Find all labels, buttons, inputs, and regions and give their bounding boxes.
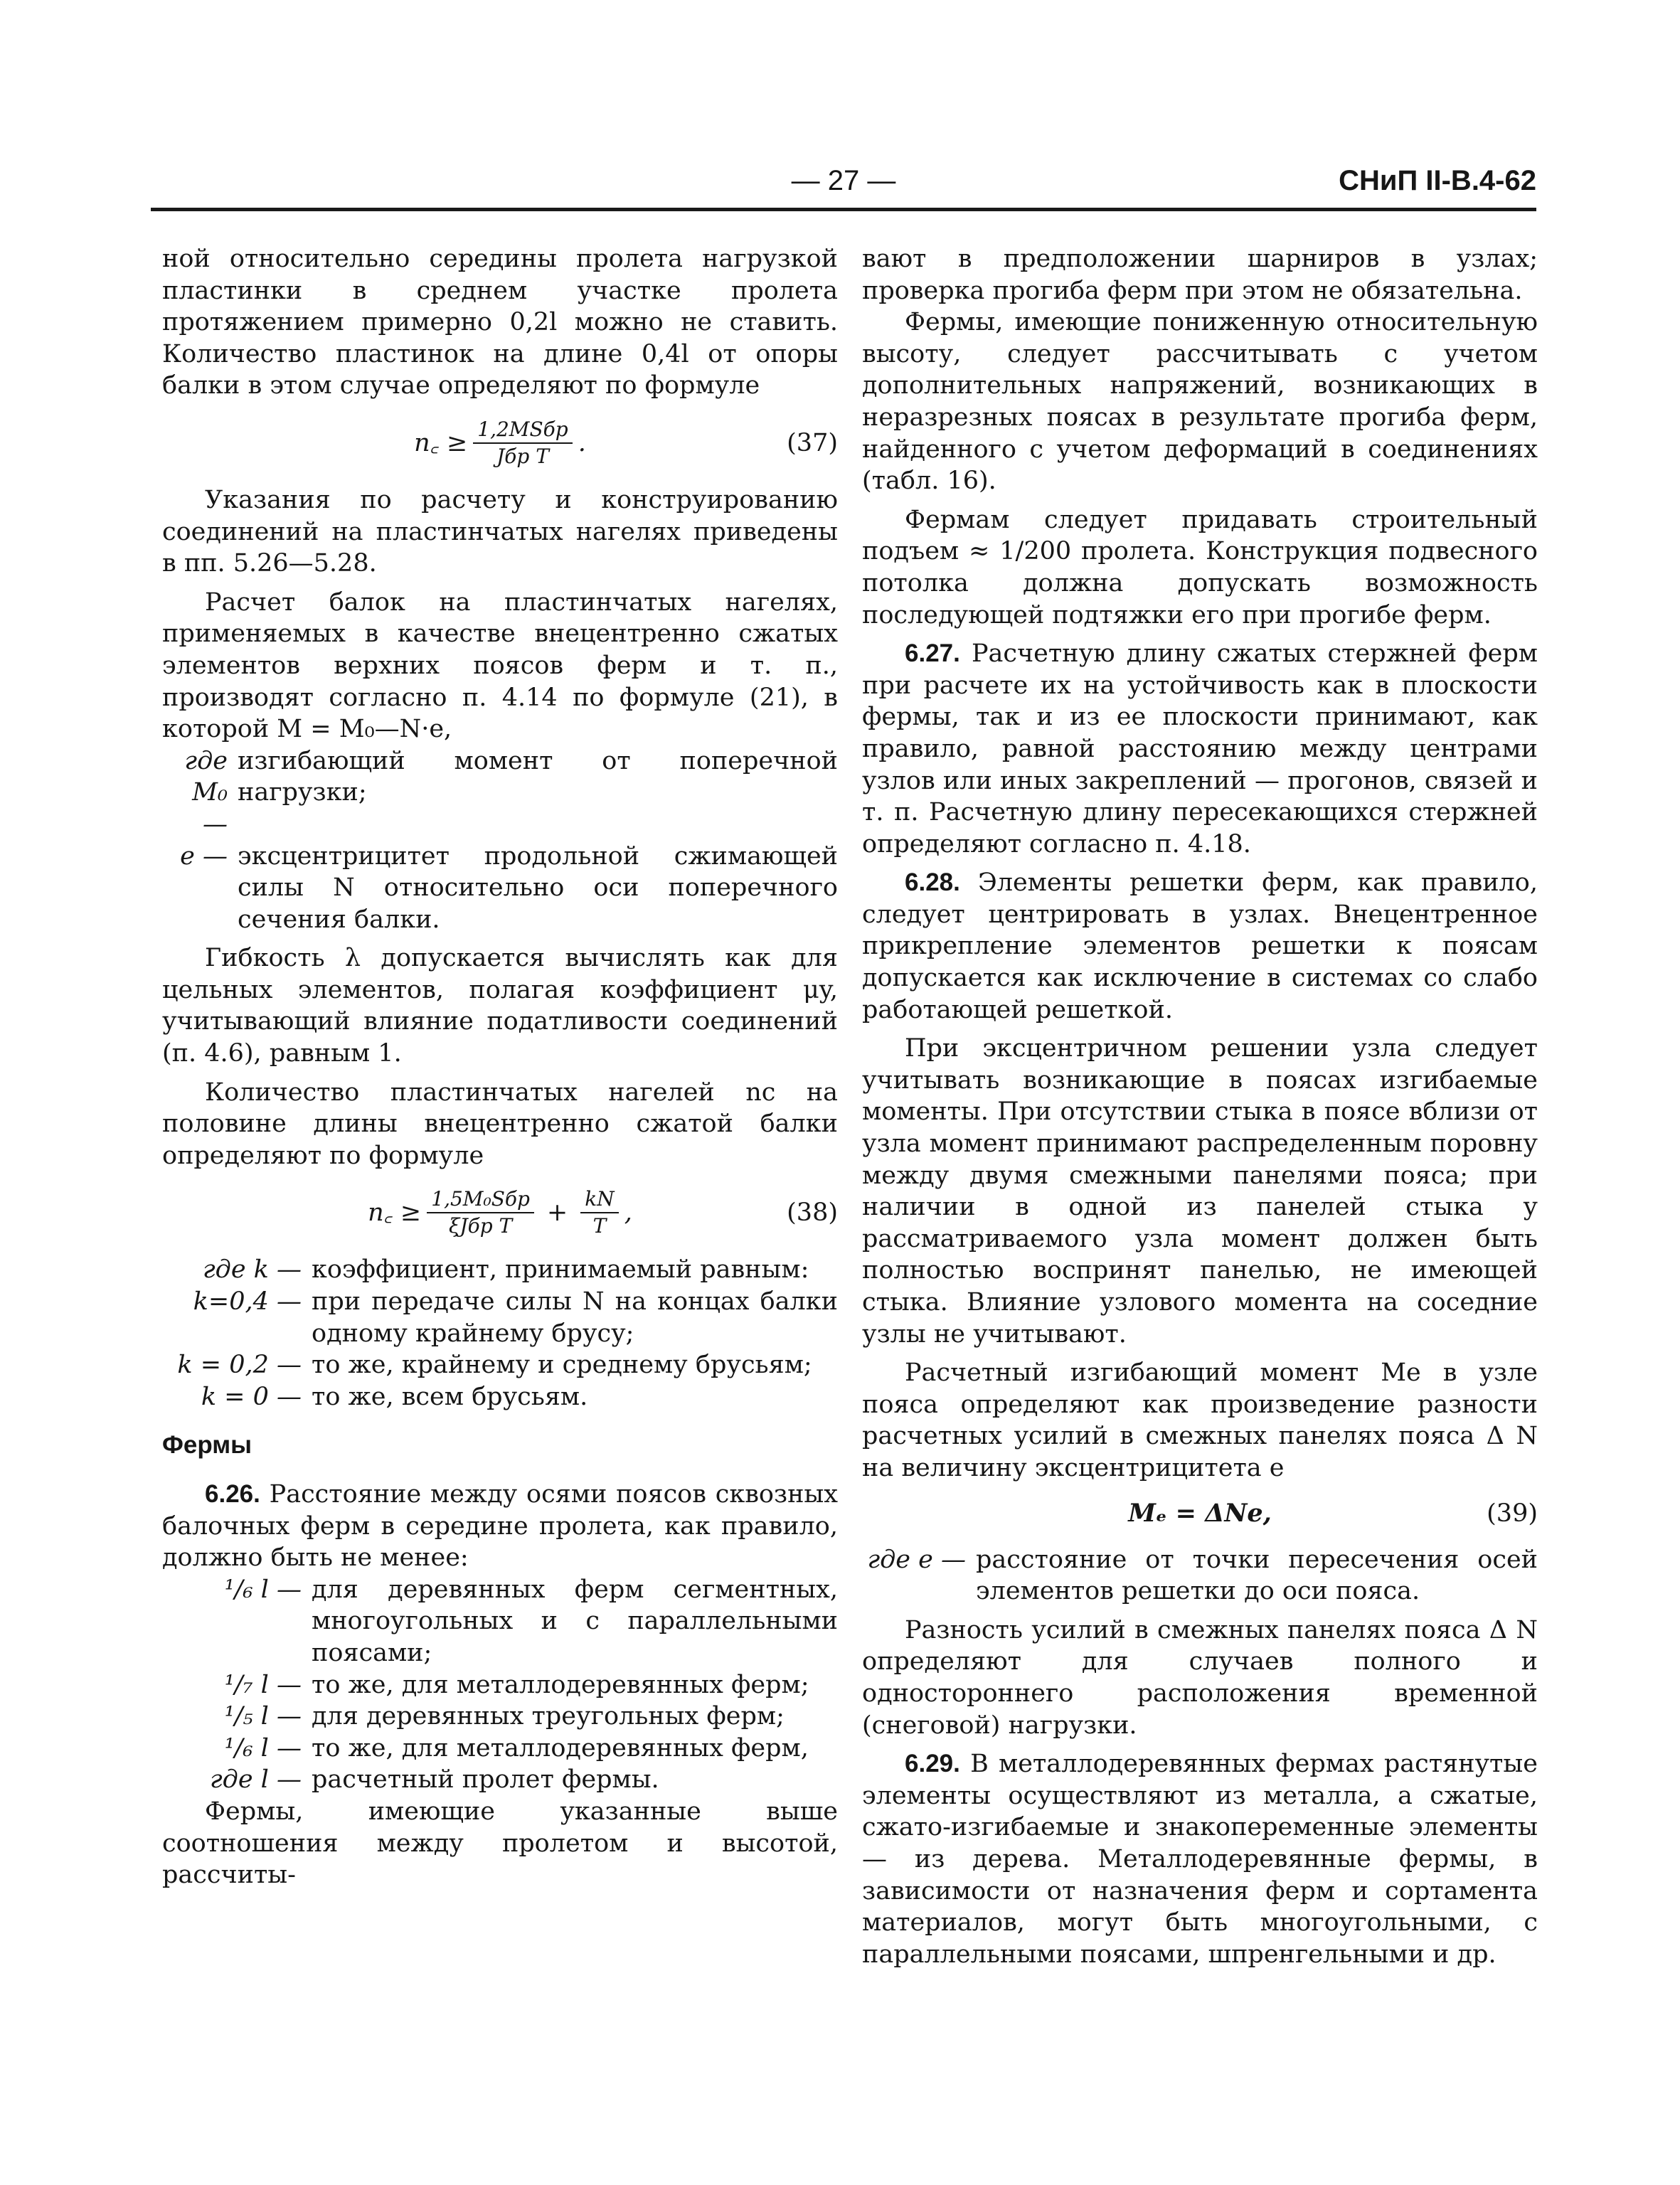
paragraph: Фермам следует придавать строительный подъем ≈ 1/200 пролета. Конструкция подвесного потолка должна допускать возможность последующей подтяжки его при прогибе ферм.	[862, 505, 1538, 629]
paragraph: вают в предположении шарниров в узлах; проверка прогиба ферм при этом не обязательна.	[862, 245, 1538, 305]
page-number: — 27 —	[791, 165, 896, 196]
def-text: для деревянных ферм сегментных, многоугольных и с параллельными поясами;	[312, 1575, 838, 1667]
paragraph: Фермы, имеющие указанные выше соотношения между пролетом и высотой, рассчиты-	[162, 1797, 838, 1890]
formula-number: (38)	[787, 1198, 838, 1228]
formula-fraction	[427, 1186, 534, 1239]
def-symbol: k=0,4 —	[193, 1287, 302, 1317]
clause-text: Расстояние между осями поясов сквозных балочных ферм в середине пролета, как правило, должно быть не менее:	[162, 1480, 838, 1573]
def-symbol: k = 0,2 —	[177, 1351, 302, 1380]
def-text: расчетный пролет фермы.	[312, 1765, 659, 1795]
clause-number: 6.26.	[205, 1480, 260, 1508]
def-text: то же, крайнему и среднему брусьям;	[312, 1351, 812, 1380]
formula-tail: .	[578, 428, 586, 457]
def-text: расстояние от точки пересечения осей элементов решетки до оси пояса.	[976, 1545, 1538, 1606]
formula-fraction	[580, 1186, 618, 1239]
formula-plus: +	[546, 1198, 568, 1228]
fraction-numerator: kN	[580, 1186, 618, 1213]
paragraph: Количество пластинчатых нагелей nс на половине длины внецентренно сжатой балки определяют по формуле	[162, 1078, 838, 1170]
def-symbol: где k —	[202, 1255, 302, 1285]
left-column	[162, 243, 838, 1891]
formula-expression: Mₑ = ΔNe,	[1128, 1499, 1272, 1529]
paragraph: Гибкость λ допускается вычислять как для цельных элементов, полагая коэффициент μy, учитывающий влияние податливости соединений (п. 4.6), равным 1.	[162, 944, 838, 1068]
section-heading: Фермы	[162, 1431, 252, 1460]
def-text: для деревянных треугольных ферм;	[312, 1702, 785, 1731]
formula-tail: ,	[624, 1198, 632, 1228]
paragraph	[862, 1748, 1538, 1970]
fraction-denominator: T	[592, 1214, 607, 1238]
def-symbol: ¹/₅ l —	[224, 1702, 302, 1731]
def-symbol: ¹/₆ l —	[224, 1733, 302, 1763]
page-header	[151, 165, 1536, 208]
def-symbol: ¹/₇ l —	[224, 1670, 302, 1699]
fraction-numerator: 1,2MSбр	[473, 417, 572, 444]
def-text: то же, для металлодеревянных ферм;	[312, 1670, 809, 1699]
paragraph	[862, 638, 1538, 860]
definition-list	[862, 1544, 1538, 1607]
clause-number: 6.28.	[905, 868, 960, 897]
paragraph: Расчетный изгибающий момент Mе в узле пояса определяют как произведение разности расчетных усилий в смежных панелях пояса Δ N на величину эксцентрицитета e	[862, 1359, 1538, 1482]
paragraph: Фермы, имеющие пониженную относительную высоту, следует рассчитывать с учетом дополнительных напряжений, возникающих в неразрезных поясах в результате прогиба ферм, найденного с учетом деформаций в соединениях (табл. 16).	[862, 308, 1538, 496]
formula-number: (39)	[1487, 1499, 1538, 1529]
def-text: то же, для металлодеревянных ферм,	[312, 1733, 809, 1763]
paragraph	[162, 1479, 838, 1574]
def-text: коэффициент, принимаемый равным:	[312, 1255, 809, 1285]
def-symbol: где l —	[209, 1765, 302, 1795]
formula-37	[162, 409, 838, 477]
def-symbol: где M₀ —	[184, 746, 228, 839]
paragraph: Указания по расчету и конструированию соединений на пластинчатых нагелях приведены в пп. 5.26—5.28.	[162, 485, 838, 578]
formula-fraction	[473, 417, 572, 469]
def-symbol: ¹/₆ l —	[224, 1575, 302, 1604]
paragraph: ной относительно середины пролета нагрузкой пластинки в среднем участке пролета протяжением примерно 0,2l можно не ставить. Количество пластинок на длине 0,4l от опоры балки в этом случае определяют по формуле	[162, 245, 838, 400]
def-text: то же, всем брусьям.	[312, 1382, 588, 1411]
def-text: при передаче силы N на концах балки одному крайнему брусу;	[312, 1287, 838, 1348]
fraction-denominator: ξJбр T	[448, 1214, 513, 1238]
paragraph	[862, 867, 1538, 1026]
clause-number: 6.29.	[905, 1750, 960, 1778]
paragraph: При эксцентричном решении узла следует учитывать возникающие в поясах изгибаемые моменты. При отсутствии стыка в поясе вблизи от узла момент принимают распределенным поровну между двумя смежными панелями пояса; при наличии в одной из панелей стыка у рассматриваемого узла момент должен быть полностью воспринят панелью, не имеющей стыка. Влияние узлового момента на соседние узлы не учитывают.	[862, 1034, 1538, 1349]
formula-lhs: n꜀ ≥	[414, 428, 468, 457]
definition-list	[162, 745, 838, 936]
formula-38	[162, 1179, 838, 1247]
def-symbol: где e —	[867, 1545, 966, 1574]
paragraph: Разность усилий в смежных панелях пояса Δ N определяют для случаев полного и одностороннего расположения временной (снеговой) нагрузки.	[862, 1615, 1538, 1740]
fraction-numerator: 1,5M₀Sбр	[427, 1186, 534, 1213]
definition-list	[162, 1574, 838, 1796]
clause-text: Расчетную длину сжатых стержней ферм при расчете их на устойчивость как в плоскости фермы, так и из ее плоскости принимают, как правило, равной расстоянию между центрами узлов или иных закреплений — прогонов, связей и т. п. Расчетную длину пересекающихся стержней определяют согласно п. 4.18.	[862, 639, 1538, 858]
paragraph: Расчет балок на пластинчатых нагелях, применяемых в качестве внецентренно сжатых элементов верхних поясов ферм и т. п., производят согласно п. 4.14 по формуле (21), в которой M = M₀—N·e,	[162, 588, 838, 744]
clause-number: 6.27.	[905, 639, 960, 668]
formula-lhs: n꜀ ≥	[368, 1198, 422, 1228]
def-text: эксцентрицитет продольной сжимающей силы N относительно оси поперечного сечения балки.	[238, 841, 838, 934]
formula-number: (37)	[787, 428, 838, 457]
clause-text: В металлодеревянных фермах растянутые элементы осуществляют из металла, а сжатые, сжато-изгибаемые и знакопеременные элементы — из дерева. Металлодеревянные фермы, в зависимости от назначения ферм и сортамента материалов, могут быть многоугольными, с параллельными поясами, шпренгельными и др.	[862, 1750, 1538, 1969]
def-symbol: e —	[180, 841, 228, 871]
header-rule	[151, 208, 1536, 211]
fraction-denominator: Jбр T	[496, 444, 549, 468]
clause-text: Элементы решетки ферм, как правило, следует центрировать в узлах. Внецентренное прикрепление элементов решетки к поясам допускается как исключение в системах со слабо работающей решеткой.	[862, 868, 1538, 1024]
right-column	[862, 243, 1538, 1970]
document-code: СНиП II-В.4-62	[1339, 165, 1536, 196]
def-text: изгибающий момент от поперечной нагрузки;	[238, 746, 838, 807]
def-symbol: k = 0 —	[201, 1382, 302, 1411]
definition-list	[162, 1254, 838, 1413]
formula-39	[862, 1492, 1538, 1537]
